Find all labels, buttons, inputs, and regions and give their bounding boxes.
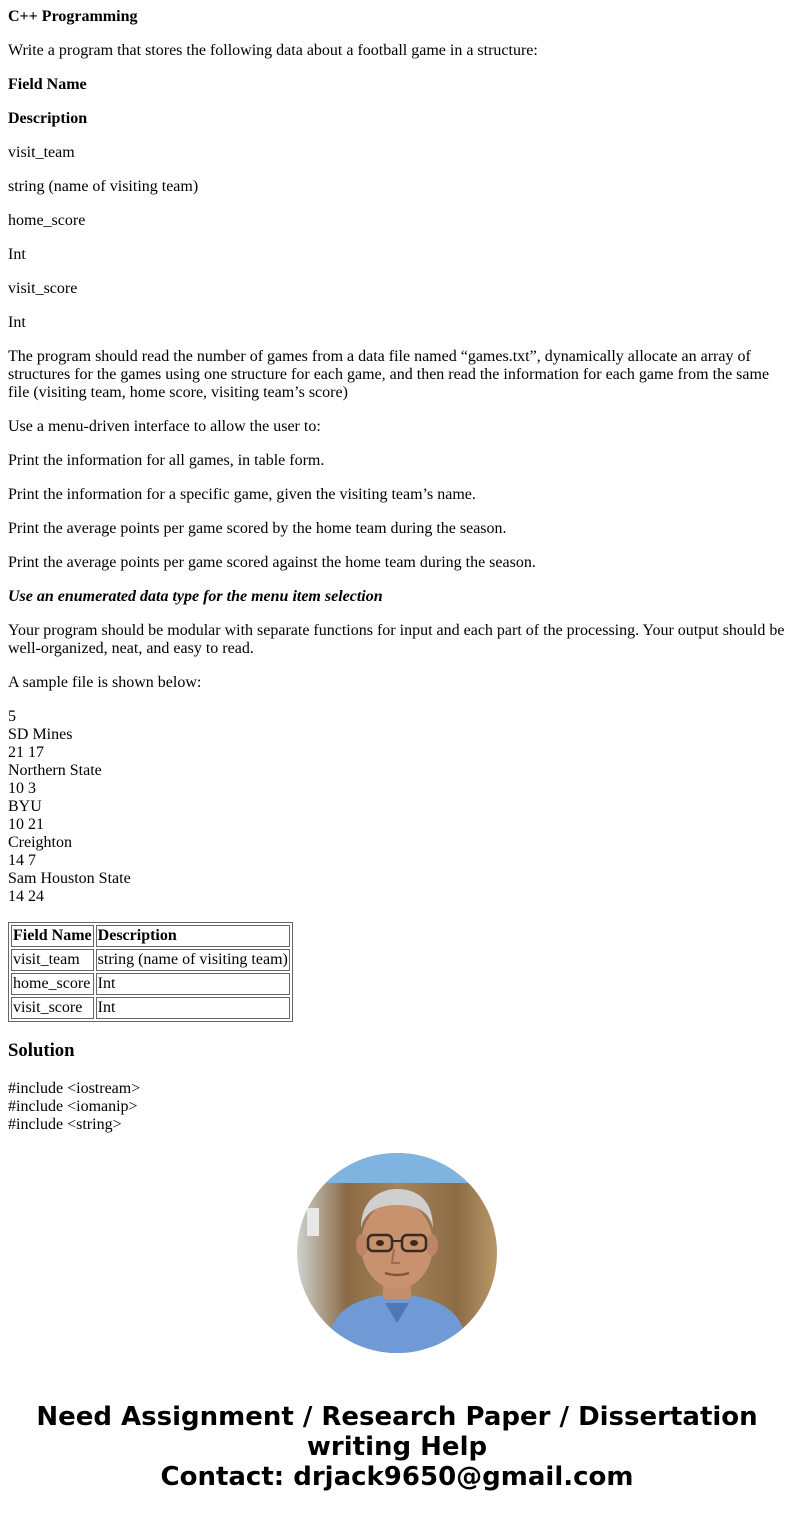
field-table (8, 922, 293, 1022)
description-heading: Description (8, 110, 88, 127)
table-cell: Int (96, 997, 290, 1019)
author-photo (297, 1153, 497, 1353)
table-cell: string (name of visiting team) (96, 949, 290, 971)
program-description: The program should read the number of games from a data file named “games.txt”, dynamically allocate an array of structures for the games using one structure for each game, and then read the information for each game from the same file (visiting team, home score, visiting team’s score) (8, 348, 770, 401)
table-cell: Int (96, 973, 290, 995)
promo-line: Need Assignment / Research Paper / Dissertation (36, 1402, 758, 1432)
sample-line: 10 3 (8, 780, 36, 797)
modular-note: Your program should be modular with separate functions for input and each part of the processing. Your output should be well-organized, neat, and easy to read. (8, 622, 785, 657)
sample-line: 14 24 (8, 888, 44, 905)
table-row (11, 949, 290, 971)
code-snippet (8, 1080, 786, 1134)
field-item: string (name of visiting team) (8, 178, 199, 195)
field-item: Int (8, 314, 26, 331)
promo-contact: Contact: drjack9650@gmail.com (160, 1462, 634, 1492)
table-row (11, 997, 290, 1019)
code-line: #include <iostream> (8, 1080, 141, 1097)
table-cell: visit_team (11, 949, 94, 971)
sample-line: Sam Houston State (8, 870, 131, 887)
sample-line: BYU (8, 798, 42, 815)
table-header-row (11, 925, 290, 947)
portrait-image (297, 1153, 497, 1353)
sample-line: Creighton (8, 834, 72, 851)
field-name-heading: Field Name (8, 76, 87, 93)
table-header-cell: Description (96, 925, 290, 947)
menu-item: Print the average points per game scored against the home team during the season. (8, 554, 536, 571)
menu-item: Print the average points per game scored by the home team during the season. (8, 520, 507, 537)
doc-title: C++ Programming (8, 8, 138, 25)
field-item: home_score (8, 212, 86, 229)
menu-item: Print the information for all games, in table form. (8, 452, 325, 469)
sample-intro: A sample file is shown below: (8, 674, 202, 691)
table-cell: visit_score (11, 997, 94, 1019)
table-cell: home_score (11, 973, 94, 995)
code-line: #include <iomanip> (8, 1098, 138, 1115)
menu-intro: Use a menu-driven interface to allow the user to: (8, 418, 321, 435)
sample-line: 21 17 (8, 744, 44, 761)
document-body (8, 0, 786, 1134)
menu-item: Print the information for a specific game, given the visiting team’s name. (8, 486, 476, 503)
solution-heading: Solution (8, 1040, 75, 1061)
promo-line: writing Help (306, 1432, 488, 1462)
sample-line: SD Mines (8, 726, 73, 743)
sample-line: 5 (8, 708, 16, 725)
field-item: visit_score (8, 280, 78, 297)
table-header-cell: Field Name (11, 925, 94, 947)
enum-note: Use an enumerated data type for the menu item selection (8, 588, 383, 605)
code-line: #include <string> (8, 1116, 122, 1133)
intro-text: Write a program that stores the following data about a football game in a structure: (8, 42, 538, 59)
field-item: visit_team (8, 144, 75, 161)
sample-file (8, 708, 786, 906)
table-row (11, 973, 290, 995)
promo-banner (0, 1402, 794, 1492)
field-item: Int (8, 246, 26, 263)
sample-line: 14 7 (8, 852, 36, 869)
sample-line: 10 21 (8, 816, 44, 833)
sample-line: Northern State (8, 762, 102, 779)
